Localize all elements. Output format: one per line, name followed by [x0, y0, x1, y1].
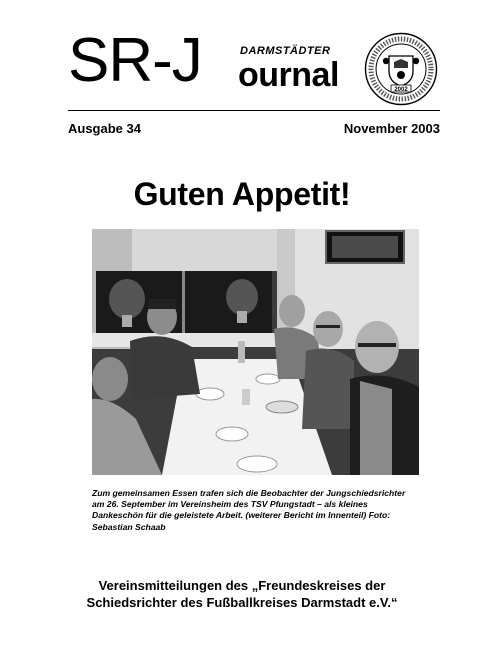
footer-line-1: Vereinsmitteilungen des „Freundeskreises der: [98, 578, 386, 593]
group-dinner-photo: [92, 229, 419, 475]
footer-line-2: Schiedsrichter des Fußballkreises Darmstadt e.V.“: [86, 595, 398, 610]
photo-caption: Zum gemeinsamen Essen trafen sich die Beobachter der Jungschiedsrichter am 26. September im Vereinsheim des TSV Pfungstadt – als kleines Dankeschön für die geleistete Arbeit. (weiterer Bericht im Innenteil) Foto: Sebastian Schaab: [92, 488, 406, 532]
headline: Guten Appetit!: [133, 176, 351, 212]
masthead-journal: ournal: [238, 56, 339, 94]
masthead-sr: SR-J: [68, 26, 202, 95]
club-seal-logo: [364, 32, 438, 106]
footer: [60, 577, 424, 611]
issue-date: November 2003: [343, 121, 440, 136]
seal-year: 2002: [394, 87, 408, 93]
issue-number: Ausgabe 34: [68, 121, 141, 136]
header-rule: [68, 110, 440, 111]
masthead-subtitle: DARMSTÄDTER: [240, 45, 331, 57]
